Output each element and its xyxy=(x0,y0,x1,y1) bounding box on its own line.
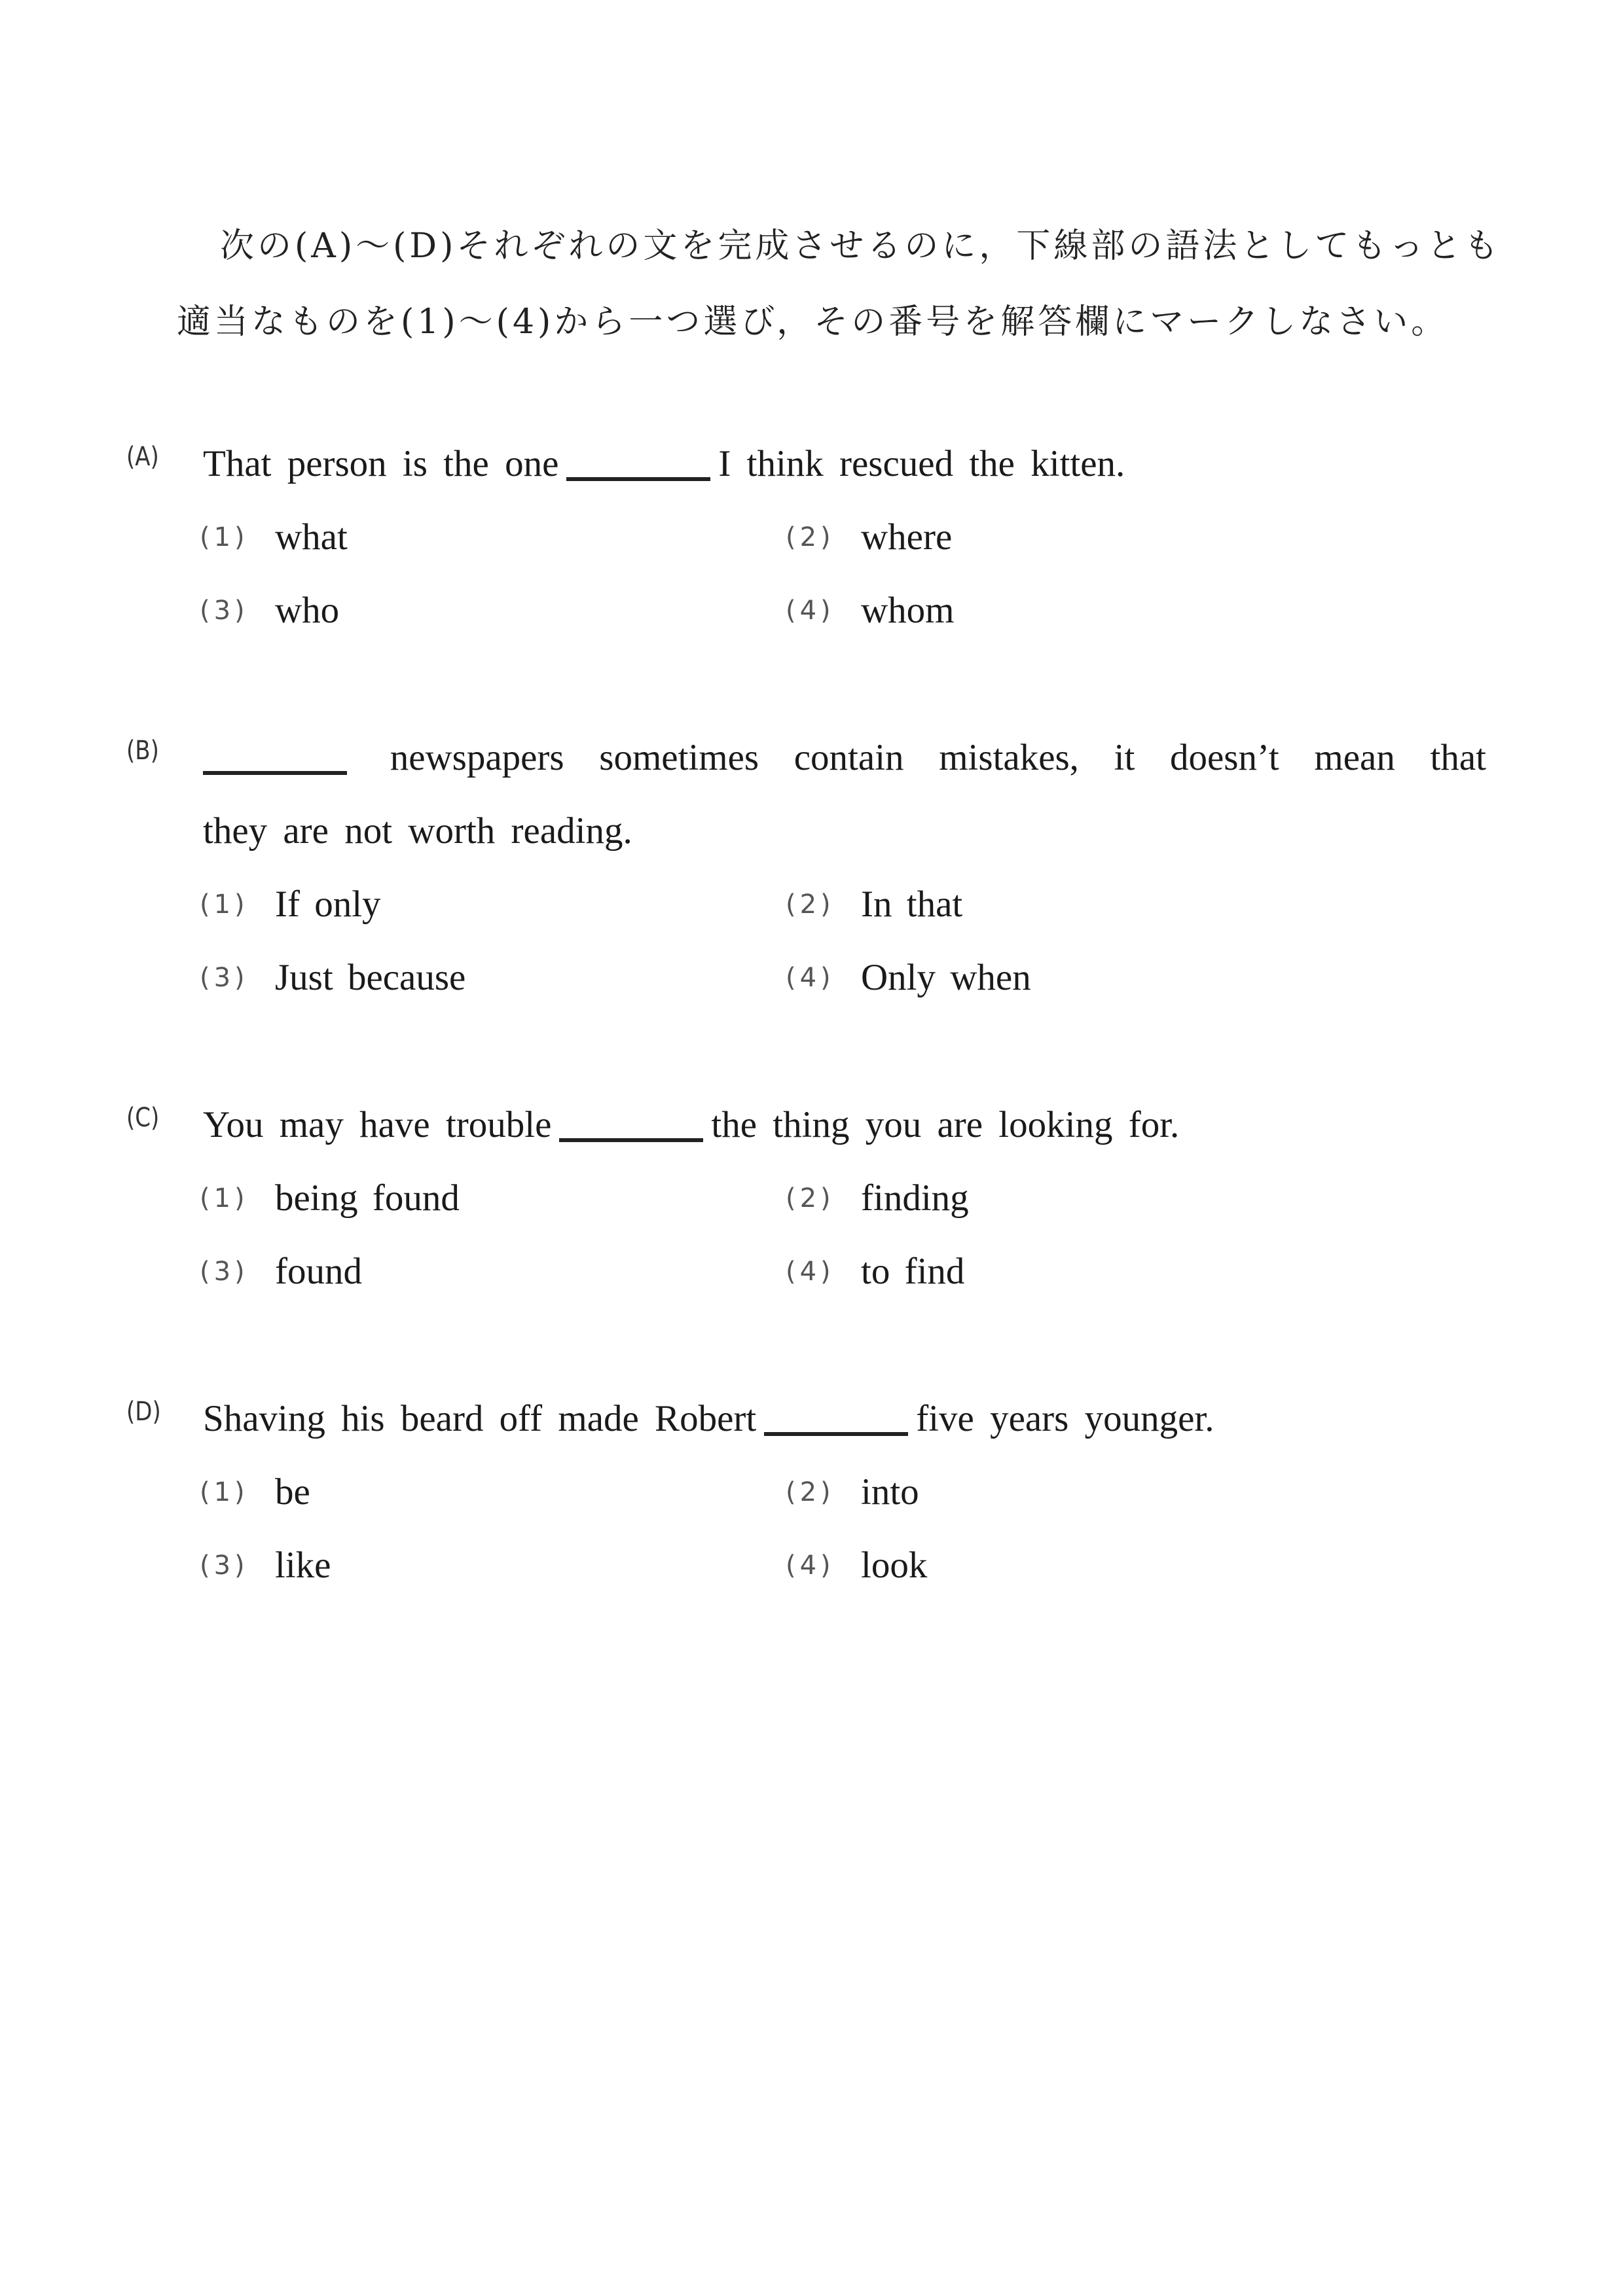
choice-1 xyxy=(200,868,381,941)
stem-text-before: That person is the one xyxy=(203,443,559,484)
question-label: (C) xyxy=(126,1103,160,1133)
choice-number: (3) xyxy=(200,1257,249,1287)
choice-text: what xyxy=(275,516,348,558)
choice-text: Just because xyxy=(275,957,466,998)
choice-text: into xyxy=(861,1471,919,1513)
question-label: (A) xyxy=(126,442,159,472)
stem-text-before: Shaving his beard off made Robert xyxy=(203,1398,757,1439)
stem-text-after: five years younger. xyxy=(916,1398,1214,1439)
question-label: (D) xyxy=(126,1397,161,1427)
choice-1 xyxy=(200,501,348,574)
choice-1 xyxy=(200,1162,460,1235)
choice-text: finding xyxy=(861,1177,969,1219)
choice-text: If only xyxy=(275,884,381,925)
choice-number: (3) xyxy=(200,596,249,626)
choice-4 xyxy=(786,1235,965,1308)
choice-text: being found xyxy=(275,1177,460,1219)
choice-number: (2) xyxy=(786,522,835,552)
choice-number: (1) xyxy=(200,889,249,920)
choice-1 xyxy=(200,1456,310,1529)
choice-2 xyxy=(786,1162,969,1235)
question-stem xyxy=(203,1382,1486,1456)
choice-number: (1) xyxy=(200,1183,249,1213)
choice-number: (3) xyxy=(200,963,249,993)
stem-text-before: You may have trouble xyxy=(203,1104,552,1145)
instructions-line-2: 適当なものを(1)～(4)から一つ選び，その番号を解答欄にマークしなさい。 xyxy=(177,302,1449,342)
choice-text: who xyxy=(275,590,340,631)
choice-4 xyxy=(786,1529,928,1602)
answer-blank xyxy=(203,771,347,775)
question-stem xyxy=(203,1088,1486,1162)
choice-text: look xyxy=(861,1545,928,1586)
question-stem xyxy=(203,721,1486,795)
stem-text-after: I think rescued the kitten. xyxy=(718,443,1125,484)
answer-blank xyxy=(559,1138,703,1142)
question-stem-line-2: they are not worth reading. xyxy=(203,810,632,852)
choice-text: where xyxy=(861,516,953,558)
choice-2 xyxy=(786,1456,919,1529)
choice-number: (1) xyxy=(200,1477,249,1507)
choice-3 xyxy=(200,941,466,1014)
choice-number: (4) xyxy=(786,1257,835,1287)
choice-text: whom xyxy=(861,590,955,631)
choice-text: like xyxy=(275,1545,331,1586)
choice-text: to find xyxy=(861,1251,965,1292)
choice-2 xyxy=(786,868,963,941)
answer-blank xyxy=(764,1432,908,1436)
choice-text: In that xyxy=(861,884,963,925)
choice-4 xyxy=(786,574,955,647)
answer-blank xyxy=(566,477,710,481)
instructions xyxy=(177,208,1502,360)
choice-text: found xyxy=(275,1251,362,1292)
choice-4 xyxy=(786,941,1031,1014)
choice-number: (2) xyxy=(786,1183,835,1213)
choice-number: (1) xyxy=(200,522,249,552)
choice-3 xyxy=(200,1529,331,1602)
choice-3 xyxy=(200,574,340,647)
question-stem xyxy=(203,427,1486,501)
choice-number: (4) xyxy=(786,963,835,993)
choice-number: (2) xyxy=(786,889,835,920)
instructions-line-1: 次の(A)～(D)それぞれの文を完成させるのに，下線部の語法としてもっとも xyxy=(220,226,1502,266)
choice-number: (3) xyxy=(200,1551,249,1581)
question-label: (B) xyxy=(126,736,159,766)
choice-2 xyxy=(786,501,953,574)
stem-text-after: newspapers sometimes contain mistakes, it doesn’t mean that xyxy=(390,737,1487,778)
choice-text: Only when xyxy=(861,957,1031,998)
choice-number: (4) xyxy=(786,1551,835,1581)
choice-number: (2) xyxy=(786,1477,835,1507)
choice-3 xyxy=(200,1235,362,1308)
choice-text: be xyxy=(275,1471,310,1513)
choice-number: (4) xyxy=(786,596,835,626)
stem-text-after: the thing you are looking for. xyxy=(711,1104,1180,1145)
